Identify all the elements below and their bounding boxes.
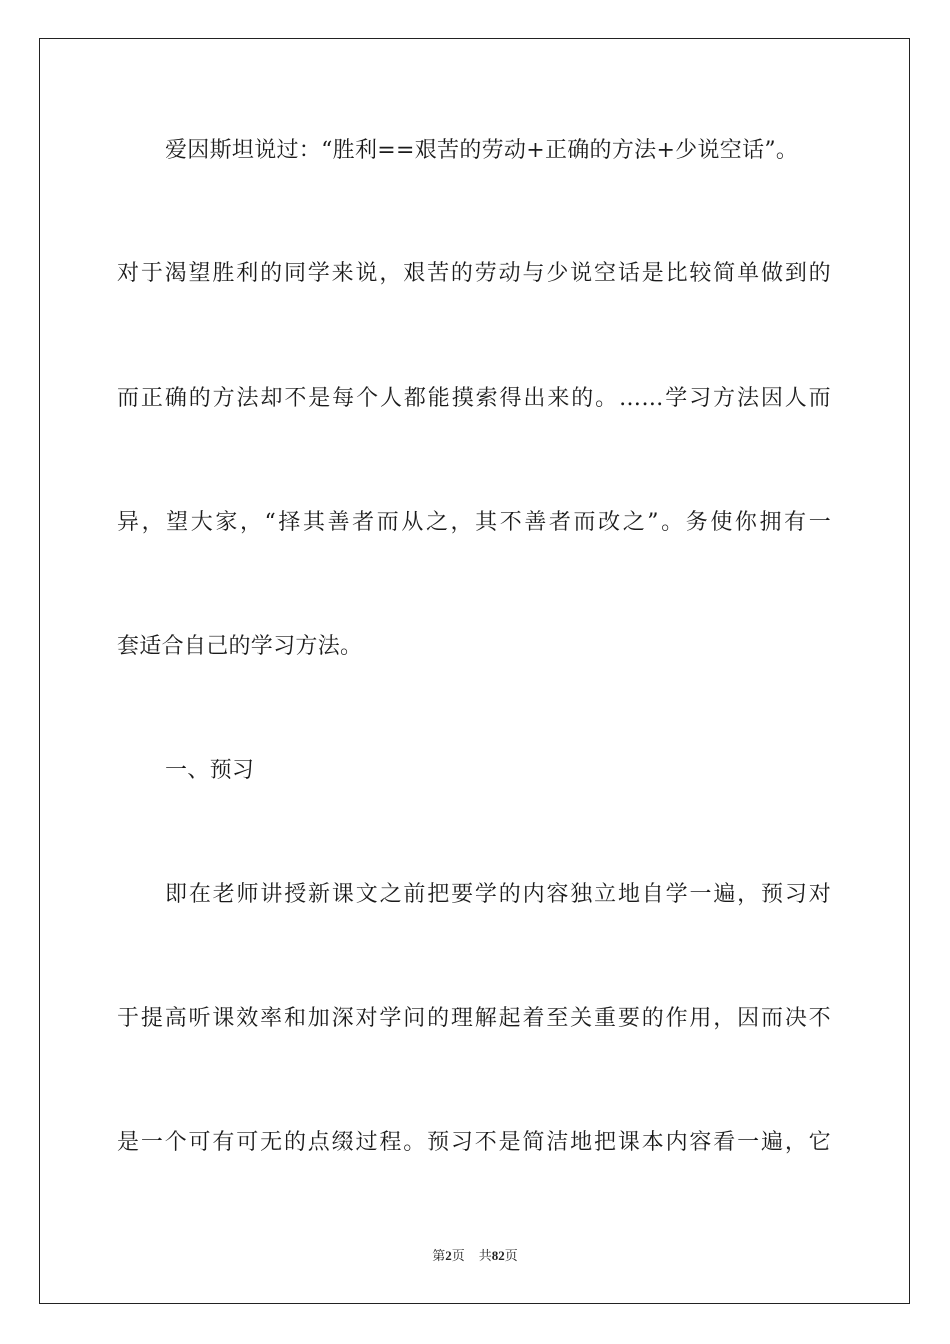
- page-suffix: 页: [451, 1248, 465, 1263]
- paragraph-line: 异，望大家，“择其善者而从之，其不善者而改之”。务使你拥有一: [117, 510, 831, 535]
- page-footer: [0, 1245, 950, 1264]
- total-pages: 82: [491, 1248, 505, 1263]
- paragraph-line: 对于渴望胜利的同学来说，艰苦的劳动与少说空话是比较简单做到的: [117, 261, 831, 286]
- paragraph-line: 于提高听课效率和加深对学问的理解起着至关重要的作用，因而决不: [117, 1006, 831, 1031]
- paragraph-line: 而正确的方法却不是每个人都能摸索得出来的。……学习方法因人而: [117, 386, 831, 411]
- total-suffix: 页: [504, 1248, 518, 1263]
- section-heading: 一、预习: [165, 758, 255, 783]
- paragraph-line: 爱因斯坦说过：“胜利==艰苦的劳动+正确的方法+少说空话”。: [165, 138, 799, 163]
- paragraph-line: 是一个可有可无的点缀过程。预习不是简洁地把课本内容看一遍，它: [117, 1130, 831, 1155]
- page-prefix: 第: [432, 1248, 446, 1263]
- paragraph-line: 即在老师讲授新课文之前把要学的内容独立地自学一遍，预习对: [165, 882, 831, 907]
- total-prefix: 共: [478, 1248, 492, 1263]
- page-number: 2: [445, 1248, 452, 1263]
- paragraph-line: 套适合自己的学习方法。: [117, 634, 363, 659]
- page-border: [39, 38, 910, 1304]
